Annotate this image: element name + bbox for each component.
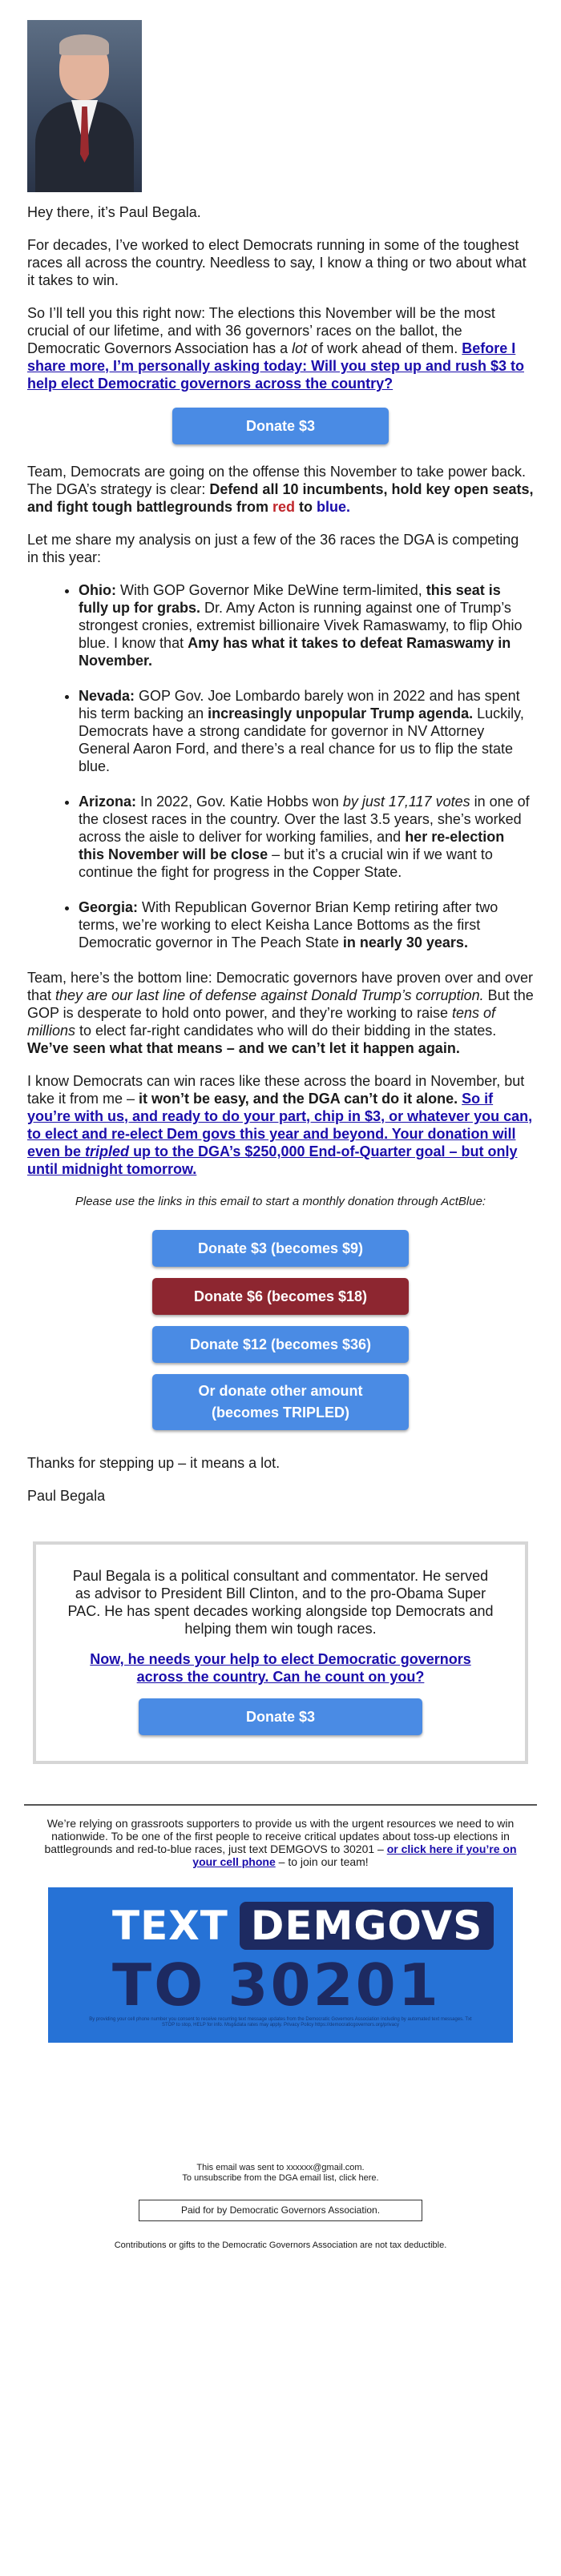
- footer-text: We’re relying on grassroots supporters to provide us with the urgent resources we need to win nationwide. To be one of the first people to receive critical updates about toss-up elections in battlegrounds and red-to-blue races, just text DEMGOVS to 30201 – or click here if you’re on your cell phone – to join our team!: [44, 1817, 517, 1868]
- donate-ask-link[interactable]: Before I share more, I’m personally asking today: Will you step up and rush $3 to help elect Democratic governors across the country?: [27, 340, 524, 392]
- banner-keyword: DEMGOVS: [240, 1902, 494, 1950]
- footer: [0, 1804, 561, 2250]
- banner-fine-print: By providing your cell phone number you consent to receive recurring text message updates from the Democratic Governors Association including by automated text messages. Txt STOP to stop, HELP for info. Msg&data rates may apply. Privacy Policy https://democraticgovernors.org/privacy: [89, 2017, 472, 2027]
- paragraph-strategy: Team, Democrats are going on the offense this November to take power back. The DGA’s strategy is clear: Defend all 10 incumbents, hold key open seats, and fight tough battlegrounds from red to blue.: [27, 464, 534, 515]
- paragraph-call-to-action: I know Democrats can win races like these across the board in November, but take it from me – it won’t be easy, and the DGA can’t do it alone. So if you’re with us, and ready to do your part, chip in $3, or whatever you can, to elect and re-elect Dem govs this year and beyond. Your donation will even be tripled up to the DGA’s $250,000 End-of-Quarter goal – but only until midnight tomorrow.: [27, 1073, 533, 1177]
- cell-phone-link[interactable]: or click here if you’re on your cell phone: [192, 1843, 517, 1868]
- bio-donate-3-button[interactable]: Donate $3: [139, 1698, 422, 1735]
- monthly-donation-note: Please use the links in this email to start a monthly donation through ActBlue:: [75, 1195, 486, 1208]
- bio-help-link[interactable]: Now, he needs your help to elect Democratic governors across the country. Can he count on you?: [90, 1651, 471, 1685]
- list-item-ohio: • Ohio: With GOP Governor Mike DeWine term-limited, this seat is fully up for grabs. Dr. Amy Acton is running against one of Trump’s strongest cronies, extremist billionaire Vivek Ramaswamy, to flip Ohio blue. I know that Amy has what it takes to defeat Ramaswamy in November.: [79, 581, 534, 669]
- email-sent-line: This email was sent to xxxxxx@gmail.com.: [196, 2163, 365, 2172]
- bio-text: Paul Begala is a political consultant and commentator. He served as advisor to President Bill Clinton, and to the pro-Obama Super PAC. He has spent decades working alongside top Democrats and helping them win tough races.: [67, 1568, 494, 1637]
- thanks-line: Thanks for stepping up – it means a lot.: [27, 1455, 280, 1471]
- intro-paragraph: For decades, I’ve worked to elect Democrats running in some of the toughest races all across the country. Needless to say, I know a thing or two about what it takes to win.: [27, 237, 527, 288]
- unsubscribe-link[interactable]: To unsubscribe from the DGA email list, click here.: [182, 2173, 379, 2183]
- paragraph-elections: So I’ll tell you this right now: The elections this November will be the most crucial of our lifetime, and with 36 governors’ races on the ballot, the Democratic Governors Association has a lot of work ahead of them. Before I share more, I’m personally asking today: Will you step up and rush $3 to help elect Democratic governors across the country?: [27, 305, 524, 392]
- signature: Paul Begala: [27, 1488, 106, 1504]
- donate-3-becomes-9-button[interactable]: Donate $3 (becomes $9): [152, 1230, 409, 1267]
- donate-12-becomes-36-button[interactable]: Donate $12 (becomes $36): [152, 1326, 409, 1363]
- list-item-arizona: • Arizona: In 2022, Gov. Katie Hobbs won by just 17,117 votes in one of the closest races in the country. Over the last 3.5 years, she’s worked across the aisle to deliver for working families, and her re-election this November will be close – but it’s a crucial win if we want to continue the fight for progress in the Copper State.: [79, 793, 534, 881]
- banner-text-word: TEXT: [112, 1903, 228, 1949]
- chip-in-link[interactable]: So if you’re with us, and ready to do your part, chip in $3, or whatever you can, to elect and re-elect Dem govs this year and beyond. Your donation will even be tripled up to the DGA’s $250,000 End-of-Quarter goal – but only until midnight tomorrow.: [27, 1091, 533, 1177]
- text-demgovs-banner[interactable]: [48, 1887, 513, 2043]
- footer-divider: [24, 1804, 537, 1806]
- list-item-nevada: • Nevada: GOP Gov. Joe Lombardo barely won in 2022 and has spent his term backing an increasingly unpopular Trump agenda. Luckily, Democrats have a strong candidate for governor in NV Attorney General Aaron Ford, and there’s a real chance for us to flip the state blue.: [79, 687, 534, 775]
- donate-6-becomes-18-button[interactable]: Donate $6 (becomes $18): [152, 1278, 409, 1315]
- email-body: [0, 203, 561, 1505]
- donate-3-button[interactable]: Donate $3: [172, 408, 389, 444]
- paid-for-box: Paid for by Democratic Governors Association.: [139, 2200, 422, 2221]
- paragraph-bottom-line: Team, here’s the bottom line: Democratic governors have proven over and over that they are our last line of defense against Donald Trump’s corruption. But the GOP is desperate to hold onto power, and they’re working to raise tens of millions to elect far-right candidates who will do their bidding in the states. We’ve seen what that means – and we can’t let it happen again.: [27, 970, 534, 1056]
- bio-box: [33, 1541, 528, 1764]
- banner-number: TO 30201: [112, 1951, 441, 2019]
- donate-other-amount-button[interactable]: Or donate other amount (becomes TRIPLED): [152, 1374, 409, 1430]
- contributions-disclaimer: Contributions or gifts to the Democratic Governors Association are not tax deductible.: [114, 2240, 447, 2250]
- paul-begala-photo: [27, 20, 142, 192]
- list-item-georgia: • Georgia: With Republican Governor Brian Kemp retiring after two terms, we’re working to elect Keisha Lance Bottoms as the first Democratic governor in The Peach State in nearly 30 years.: [79, 898, 534, 951]
- paragraph-analysis-intro: Let me share my analysis on just a few of the 36 races the DGA is competing in this year:: [27, 532, 519, 565]
- greeting: Hey there, it’s Paul Begala.: [27, 204, 201, 220]
- email-footer-info: [0, 2163, 561, 2184]
- races-list: [27, 581, 534, 951]
